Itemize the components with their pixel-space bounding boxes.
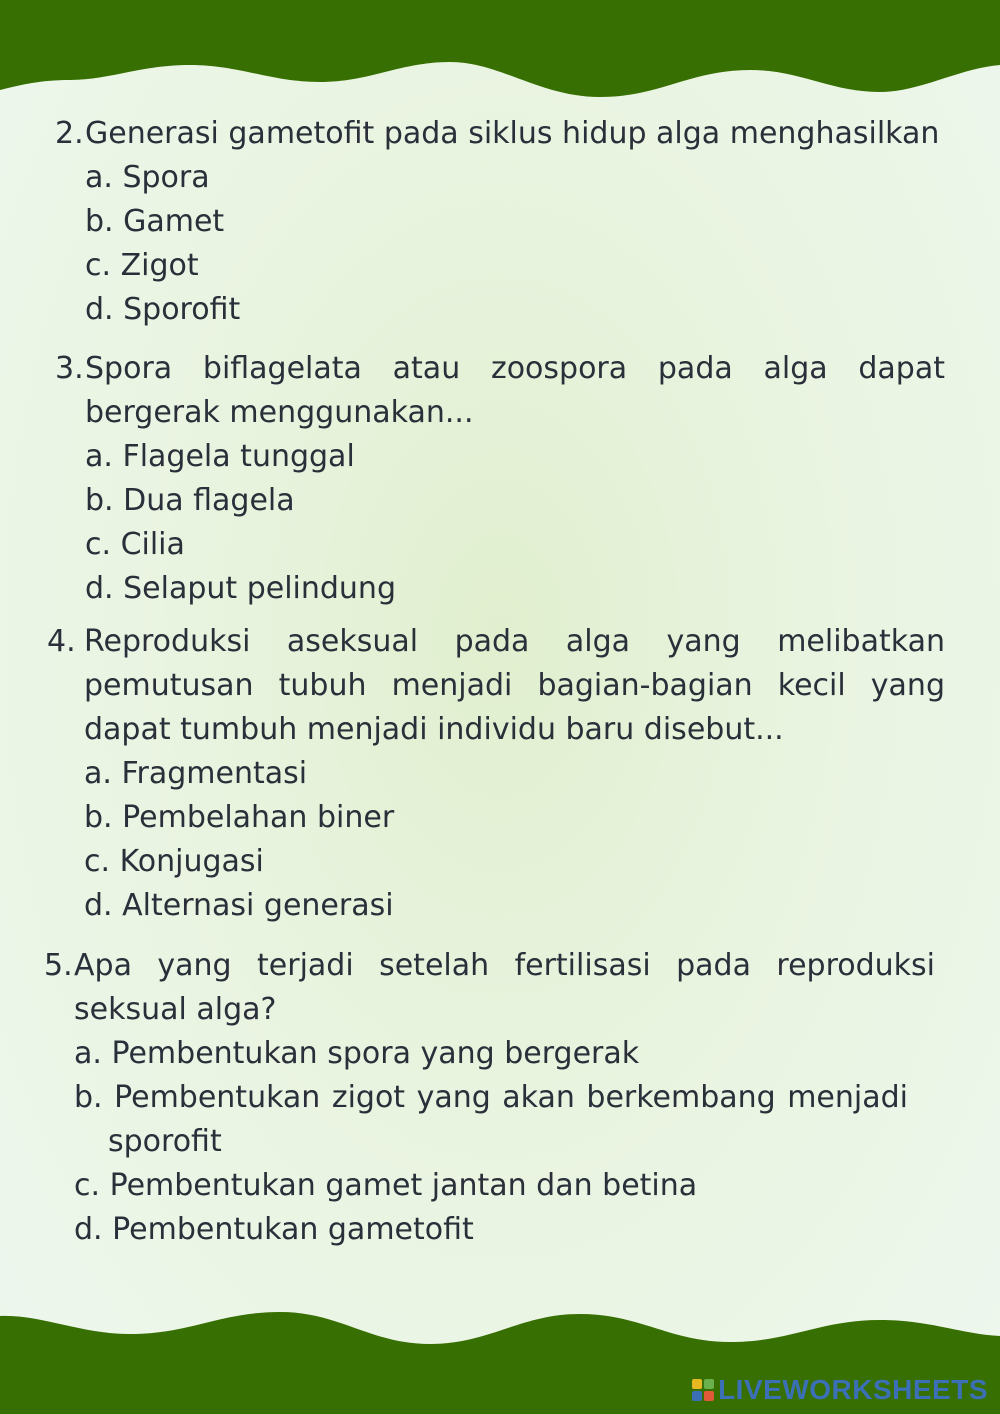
option-d[interactable]: d. Selaput pelindung xyxy=(85,571,396,606)
option-d[interactable]: d. Alternasi generasi xyxy=(84,888,394,923)
liveworksheets-logo-icon xyxy=(692,1379,714,1401)
option-c[interactable]: c. Cilia xyxy=(85,527,185,562)
option-b[interactable]: b. Pembentukan zigot yang akan berkembang menjadi sporofit xyxy=(74,1080,908,1159)
liveworksheets-logo[interactable] xyxy=(692,1374,988,1406)
option-b[interactable]: b. Gamet xyxy=(85,204,225,239)
question-number: 5. xyxy=(44,948,73,983)
option-c[interactable]: c. Konjugasi xyxy=(84,844,264,879)
option-d[interactable]: d. Pembentukan gametofit xyxy=(74,1212,474,1247)
question-text: Reproduksi aseksual pada alga yang melibatkan pemutusan tubuh menjadi bagian-bagian kecil yang dapat tumbuh menjadi individu baru disebut... xyxy=(84,624,945,747)
question-text: Apa yang terjadi setelah fertilisasi pada reproduksi seksual alga? xyxy=(74,948,935,1027)
question-number: 3. xyxy=(55,351,84,386)
question-text: Generasi gametofit pada siklus hidup alga menghasilkan xyxy=(85,116,940,151)
option-c[interactable]: c. Zigot xyxy=(85,248,199,283)
option-c[interactable]: c. Pembentukan gamet jantan dan betina xyxy=(74,1168,698,1203)
top-wave-decoration xyxy=(0,0,1000,100)
question-number: 2. xyxy=(55,116,84,151)
option-d[interactable]: d. Sporofit xyxy=(85,292,241,327)
option-a[interactable]: a. Spora xyxy=(85,160,210,195)
option-b[interactable]: b. Pembelahan biner xyxy=(84,800,395,835)
question-text: Spora biflagelata atau zoospora pada alga dapat bergerak menggunakan... xyxy=(85,351,945,430)
question-number: 4. xyxy=(47,624,76,659)
option-a[interactable]: a. Pembentukan spora yang bergerak xyxy=(74,1036,640,1071)
option-b[interactable]: b. Dua flagela xyxy=(85,483,295,518)
option-a[interactable]: a. Fragmentasi xyxy=(84,756,308,791)
logo-text: LIVEWORKSHEETS xyxy=(718,1374,988,1405)
option-a[interactable]: a. Flagela tunggal xyxy=(85,439,355,474)
